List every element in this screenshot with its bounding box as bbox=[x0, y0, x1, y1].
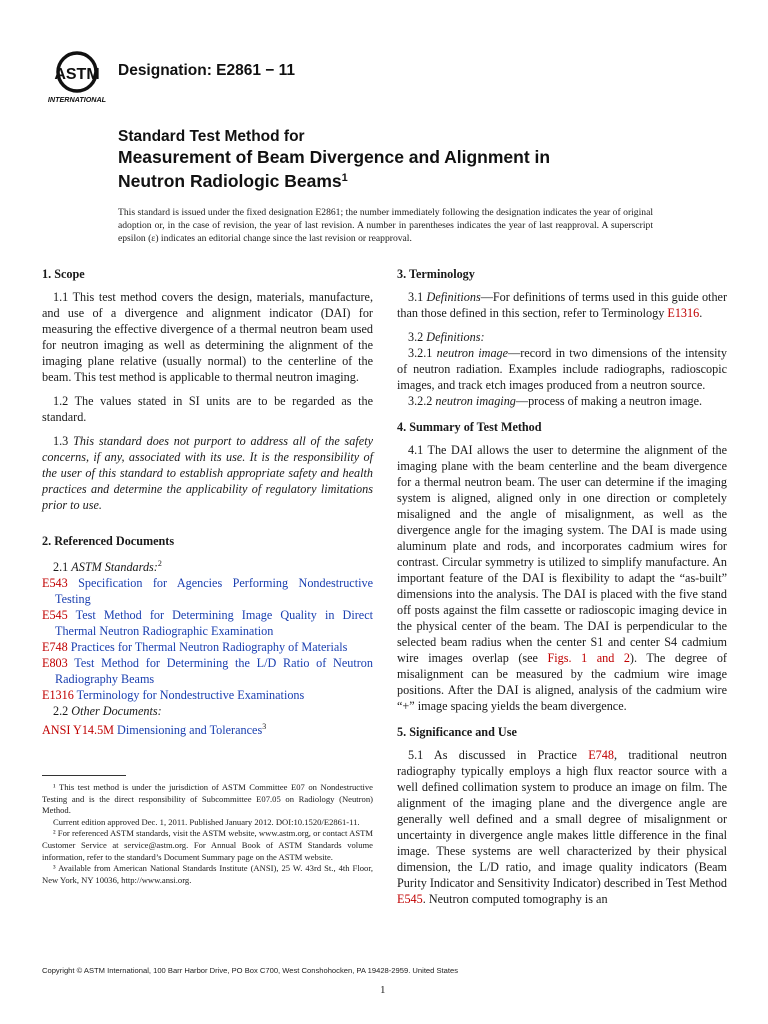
page-number: 1 bbox=[380, 984, 386, 996]
footnote-1b: Current edition approved Dec. 1, 2011. Published January 2012. DOI:10.1520/E2861-11. bbox=[53, 816, 360, 827]
ref-item-ansi[interactable]: ANSI Y14.5M Dimensioning and Tolerances$^3$ bbox=[42, 722, 267, 738]
scope-1-3: 1.3 This standard does not purport to address all of the safety concerns, if any, associated with its use. It is the responsibility of the user of this standard to establish appropriate safety and health practices and determine the applicability of regulatory limitations prior to use. bbox=[42, 434, 373, 512]
summary-4-1: 4.1 The DAI allows the user to determine the alignment of the imaging plane with the beam centerline and the beam divergence for a thermal neutron beam. The user can determine if the imaging system is aligned, aligned only in one direction or completely misaligned and the angle of misalignment, as well as the divergence angle for the imaging system. The DAI is made using aluminum plate and rods, and incorporates cadmium wires for contrast. Circular symmetry is utilized to simplify manufacture. An important feature of the DAI is flexibility to adapt the “as-built” dimensions into the analysis. The DAI is placed with the five stand off posts against the film cassette or radioscopic imaging device in the physical center of the beam. The DAI is perpendicular to the selected beam radius when the center S1 and center S4 cadmium wire images overlap (see Figs. 1 and 2). The degree of misalignment can be measured by the cadmium wire image positions. After the DAI is aligned, analysis of the cadmium wire “+” image spacing yields the beam divergence. bbox=[397, 443, 727, 713]
right-column bbox=[397, 266, 727, 907]
section-scope-heading: 1. Scope bbox=[42, 267, 85, 281]
left-column bbox=[42, 266, 373, 738]
refdocs-2-1: 2.1 ASTM Standards:$^2$ bbox=[53, 559, 162, 575]
ref-item-e1316[interactable]: E1316 Terminology for Nondestructive Examinations bbox=[42, 688, 305, 703]
footnotes bbox=[42, 782, 373, 886]
scope-1-2: 1.2 The values stated in SI units are to be regarded as the standard. bbox=[42, 394, 373, 424]
scope-1-1: 1.1 This test method covers the design, materials, manufacture, and use of a divergence and alignment indicator (DAI) for measuring the effective divergence of a thermal neutron beam used for neutron imaging as well as determining the alignment of the imaging plane relative (usually normal) to the centerline of the beam. This test method is applicable to thermal neutron imaging. bbox=[42, 290, 373, 384]
terminology-3-2: 3.2 Definitions: bbox=[408, 330, 485, 344]
ref-item-e543[interactable]: E543 Specification for Agencies Performing Nondestructive Testing bbox=[42, 576, 373, 607]
title-pre: Standard Test Method for bbox=[118, 128, 305, 145]
link-figs[interactable]: Figs. 1 and 2 bbox=[547, 651, 630, 665]
ref-item-e545[interactable]: E545 Test Method for Determining Image Quality in Direct Thermal Neutron Radiographic Examination bbox=[42, 608, 373, 639]
refdocs-2-2: 2.2 Other Documents: bbox=[53, 704, 162, 719]
logo-subtext: INTERNATIONAL bbox=[47, 95, 107, 104]
logo-text: ASTM bbox=[54, 66, 100, 83]
issuance-note: This standard is issued under the fixed designation E2861; the number immediately following the designation indicates the year of original adoption or, in the case of revision, the year of last revision. A number in parentheses indicates the year of last reapproval. A superscript epsilon (ε) indicates an editorial change since the last revision or reapproval. bbox=[118, 207, 653, 244]
document-title bbox=[118, 127, 550, 192]
footnote-1: ¹ This test method is under the jurisdiction of ASTM Committee E07 on Nondestructive Testing and is the direct responsibility of Subcommittee E07.05 on Radiology (Neutron) Method. bbox=[42, 782, 373, 816]
ref-item-e803[interactable]: E803 Test Method for Determining the L/D Ratio of Neutron Radiography Beams bbox=[42, 656, 373, 687]
designation: Designation: E2861 − 11 bbox=[118, 62, 296, 79]
footnote-divider bbox=[42, 775, 126, 776]
terminology-3-2-1: 3.2.1 neutron image—record in two dimensions of the intensity of neutron radiation. Examples include radiographs, radioscopic images, and track etch images produced from a neutron source. bbox=[397, 346, 727, 392]
section-summary-heading: 4. Summary of Test Method bbox=[397, 420, 542, 434]
astm-logo bbox=[44, 50, 114, 106]
link-e545[interactable]: E545 bbox=[397, 892, 423, 906]
terminology-3-1: 3.1 Definitions—For definitions of terms used in this guide other than those defined in this section, refer to Terminology E1316. bbox=[397, 290, 728, 320]
link-e1316[interactable]: E1316 bbox=[667, 306, 700, 320]
title-line2: Neutron Radiologic Beams$^1$ bbox=[118, 171, 348, 191]
footnote-2: ² For referenced ASTM standards, visit the ASTM website, www.astm.org, or contact ASTM Customer Service at service@astm.org. For Annual Book of ASTM Standards volume information, refer to the standard’s Document Summary page on the ASTM website. bbox=[42, 828, 373, 862]
significance-5-1: 5.1 As discussed in Practice E748, traditional neutron radiography typically employs a high flux reactor source with a well defined collimation system to produce an image on film. The alignment of the imaging plane and the divergence angle are generally well defined and a small degree of misalignment or uncertainty in divergence angle makes little difference in the final image. These systems are well characterized by their physical dimension, the L/D ratio, and image quality indicators (Beam Purity Indicator and Sensitivity Indicator) described in Test Method E545. Neutron computed tomography is an bbox=[397, 748, 728, 906]
section-significance-heading: 5. Significance and Use bbox=[397, 725, 517, 739]
ref-item-e748[interactable]: E748 Practices for Thermal Neutron Radiography of Materials bbox=[42, 640, 348, 655]
title-line1: Measurement of Beam Divergence and Alignment in bbox=[118, 147, 551, 167]
copyright-line: Copyright © ASTM International, 100 Barr Harbor Drive, PO Box C700, West Conshohocken, PA 19428-2959. United States bbox=[42, 966, 459, 975]
link-e748[interactable]: E748 bbox=[588, 748, 614, 762]
section-terminology-heading: 3. Terminology bbox=[397, 267, 475, 281]
footnote-3: ³ Available from American National Standards Institute (ANSI), 25 W. 43rd St., 4th Floor, New York, NY 10036, http://www.ansi.org. bbox=[42, 863, 373, 885]
terminology-3-2-2: 3.2.2 neutron imaging—process of making a neutron image. bbox=[408, 394, 703, 408]
section-refdocs-heading: 2. Referenced Documents bbox=[42, 534, 175, 548]
